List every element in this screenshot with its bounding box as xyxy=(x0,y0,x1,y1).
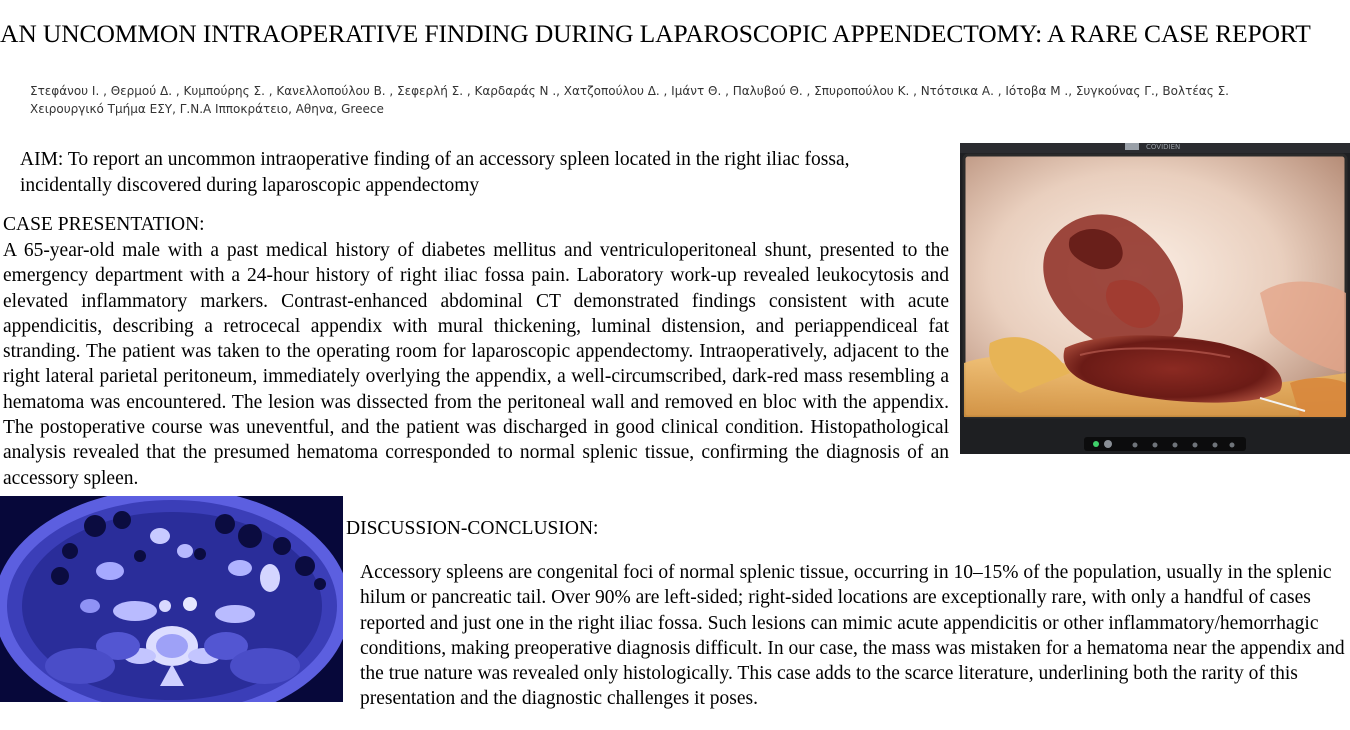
discussion-text: Accessory spleens are congenital foci of normal splenic tissue, occurring in 10–15% of the population, usually in the splenic hilum or pancreatic tail. Over 90% are left-sided; right-sided locations are exceptionally rare, with only a handful of cases reported and just one in the right iliac fossa. Such lesions can mimic acute appendicitis or other inflammatory/hemorrhagic conditions, making preoperative diagnosis difficult. In our case, the mass was mistaken for a hematoma near the appendix and the true nature was revealed only histologically. This case adds to the scarce literature, underlining both the rarity of this presentation and the diagnostic challenges it poses. xyxy=(360,562,1345,710)
case-presentation-text: A 65-year-old male with a past medical history of diabetes mellitus and ventriculoperitoneal shunt, presented to the emergency department with a 24-hour history of right iliac fossa pain. Laboratory work-up revealed leukocytosis and elevated inflammatory markers. Contrast-enhanced abdominal CT demonstrated findings consistent with acute appendicitis, describing a retrocecal appendix with mural thickening, luminal distension, and periappendiceal fat stranding. The patient was taken to the operating room for laparoscopic appendectomy. Intraoperatively, adjacent to the right lateral parietal peritoneum, immediately overlying the appendix, a well-circumscribed, dark-red mass resembling a hematoma was encountered. The lesion was dissected from the peritoneal wall and removed en bloc with the appendix. The postoperative course was uneventful, and the patient was discharged in good clinical condition. Histopathological analysis revealed that the presumed hematoma corresponded to normal splenic tissue, confirming the diagnosis of an accessory spleen. xyxy=(3,240,949,489)
aim-section: AIM: To report an uncommon intraoperative finding of an accessory spleen located in the right iliac fossa, incidentally discovered during laparoscopic appendectomy xyxy=(20,149,850,196)
ct-scan-image xyxy=(0,496,343,702)
laparoscopic-photo xyxy=(960,143,1350,454)
discussion-heading: DISCUSSION-CONCLUSION: xyxy=(346,518,599,539)
case-presentation-heading: CASE PRESENTATION: xyxy=(3,214,205,235)
author-block xyxy=(30,82,1330,118)
poster-title: AN UNCOMMON INTRAOPERATIVE FINDING DURING LAPAROSCOPIC APPENDECTOMY: A RARE CASE REPORT xyxy=(0,19,1311,48)
affiliation: Χειρουργικό Τμήμα ΕΣΥ, Γ.Ν.Α Ιπποκράτειο, Αθηνα, Greece xyxy=(30,102,384,116)
monitor-brand-text: COVIDIEN xyxy=(1146,143,1181,151)
author-list: Στεφάνου Ι. , Θερμού Δ. , Κυμπούρης Σ. , Κανελλοπούλου Β. , Σεφερλή Σ. , Καρδαράς Ν ., Χατζοπούλου Δ. , Ιμάντ Θ. , Παλυβού Θ. , Σπυροπούλου Κ. , Ντότσικα Α. , Ιότοβα Μ ., Συγκούνας Γ., Βολτέας Σ. xyxy=(30,84,1229,98)
